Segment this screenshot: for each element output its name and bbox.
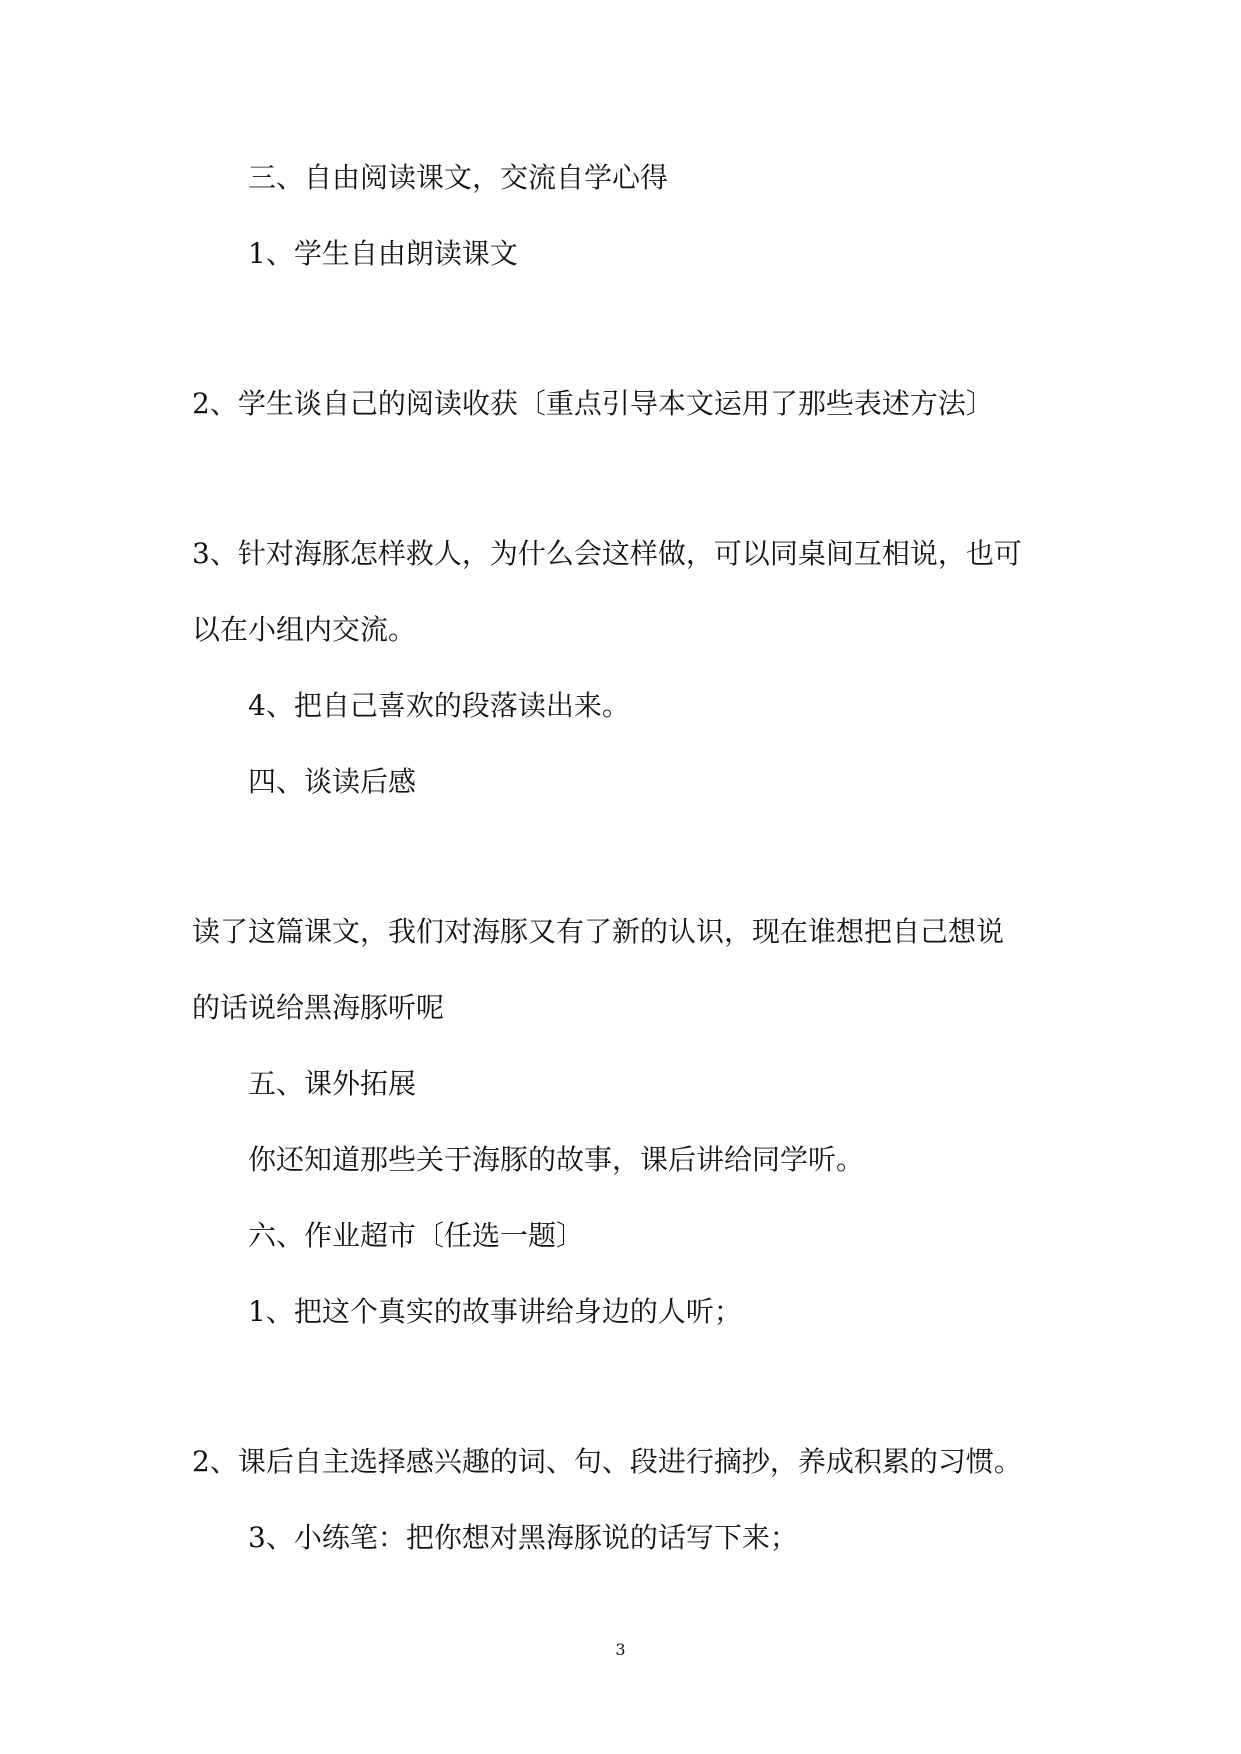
heading-section-5: 五、课外拓展 [248, 1067, 417, 1100]
paragraph-line: 1、把这个真实的故事讲给身边的人听； [248, 1295, 742, 1328]
page-number: 3 [615, 1640, 626, 1659]
paragraph-line: 3、针对海豚怎样救人，为什么会这样做，可以同桌间互相说，也可 [192, 537, 1022, 570]
paragraph-line: 2、学生谈自己的阅读收获〔重点引导本文运用了那些表述方法〕 [192, 387, 994, 420]
paragraph-line: 以在小组内交流。 [192, 613, 417, 646]
paragraph-line: 2、课后自主选择感兴趣的词、句、段进行摘抄，养成积累的习惯。 [192, 1445, 1022, 1478]
paragraph-line: 的话说给黑海豚听呢 [192, 991, 445, 1024]
paragraph-line: 3、小练笔：把你想对黑海豚说的话写下来； [248, 1521, 798, 1554]
heading-section-6: 六、作业超市〔任选一题〕 [248, 1219, 585, 1252]
paragraph-line: 4、把自己喜欢的段落读出来。 [248, 689, 630, 722]
heading-section-3: 三、自由阅读课文，交流自学心得 [248, 161, 669, 194]
paragraph-line: 读了这篇课文，我们对海豚又有了新的认识，现在谁想把自己想说 [192, 915, 1005, 948]
heading-section-4: 四、谈读后感 [248, 765, 417, 798]
paragraph-line: 1、学生自由朗读课文 [248, 237, 518, 270]
paragraph-line: 你还知道那些关于海豚的故事，课后讲给同学听。 [248, 1143, 865, 1176]
